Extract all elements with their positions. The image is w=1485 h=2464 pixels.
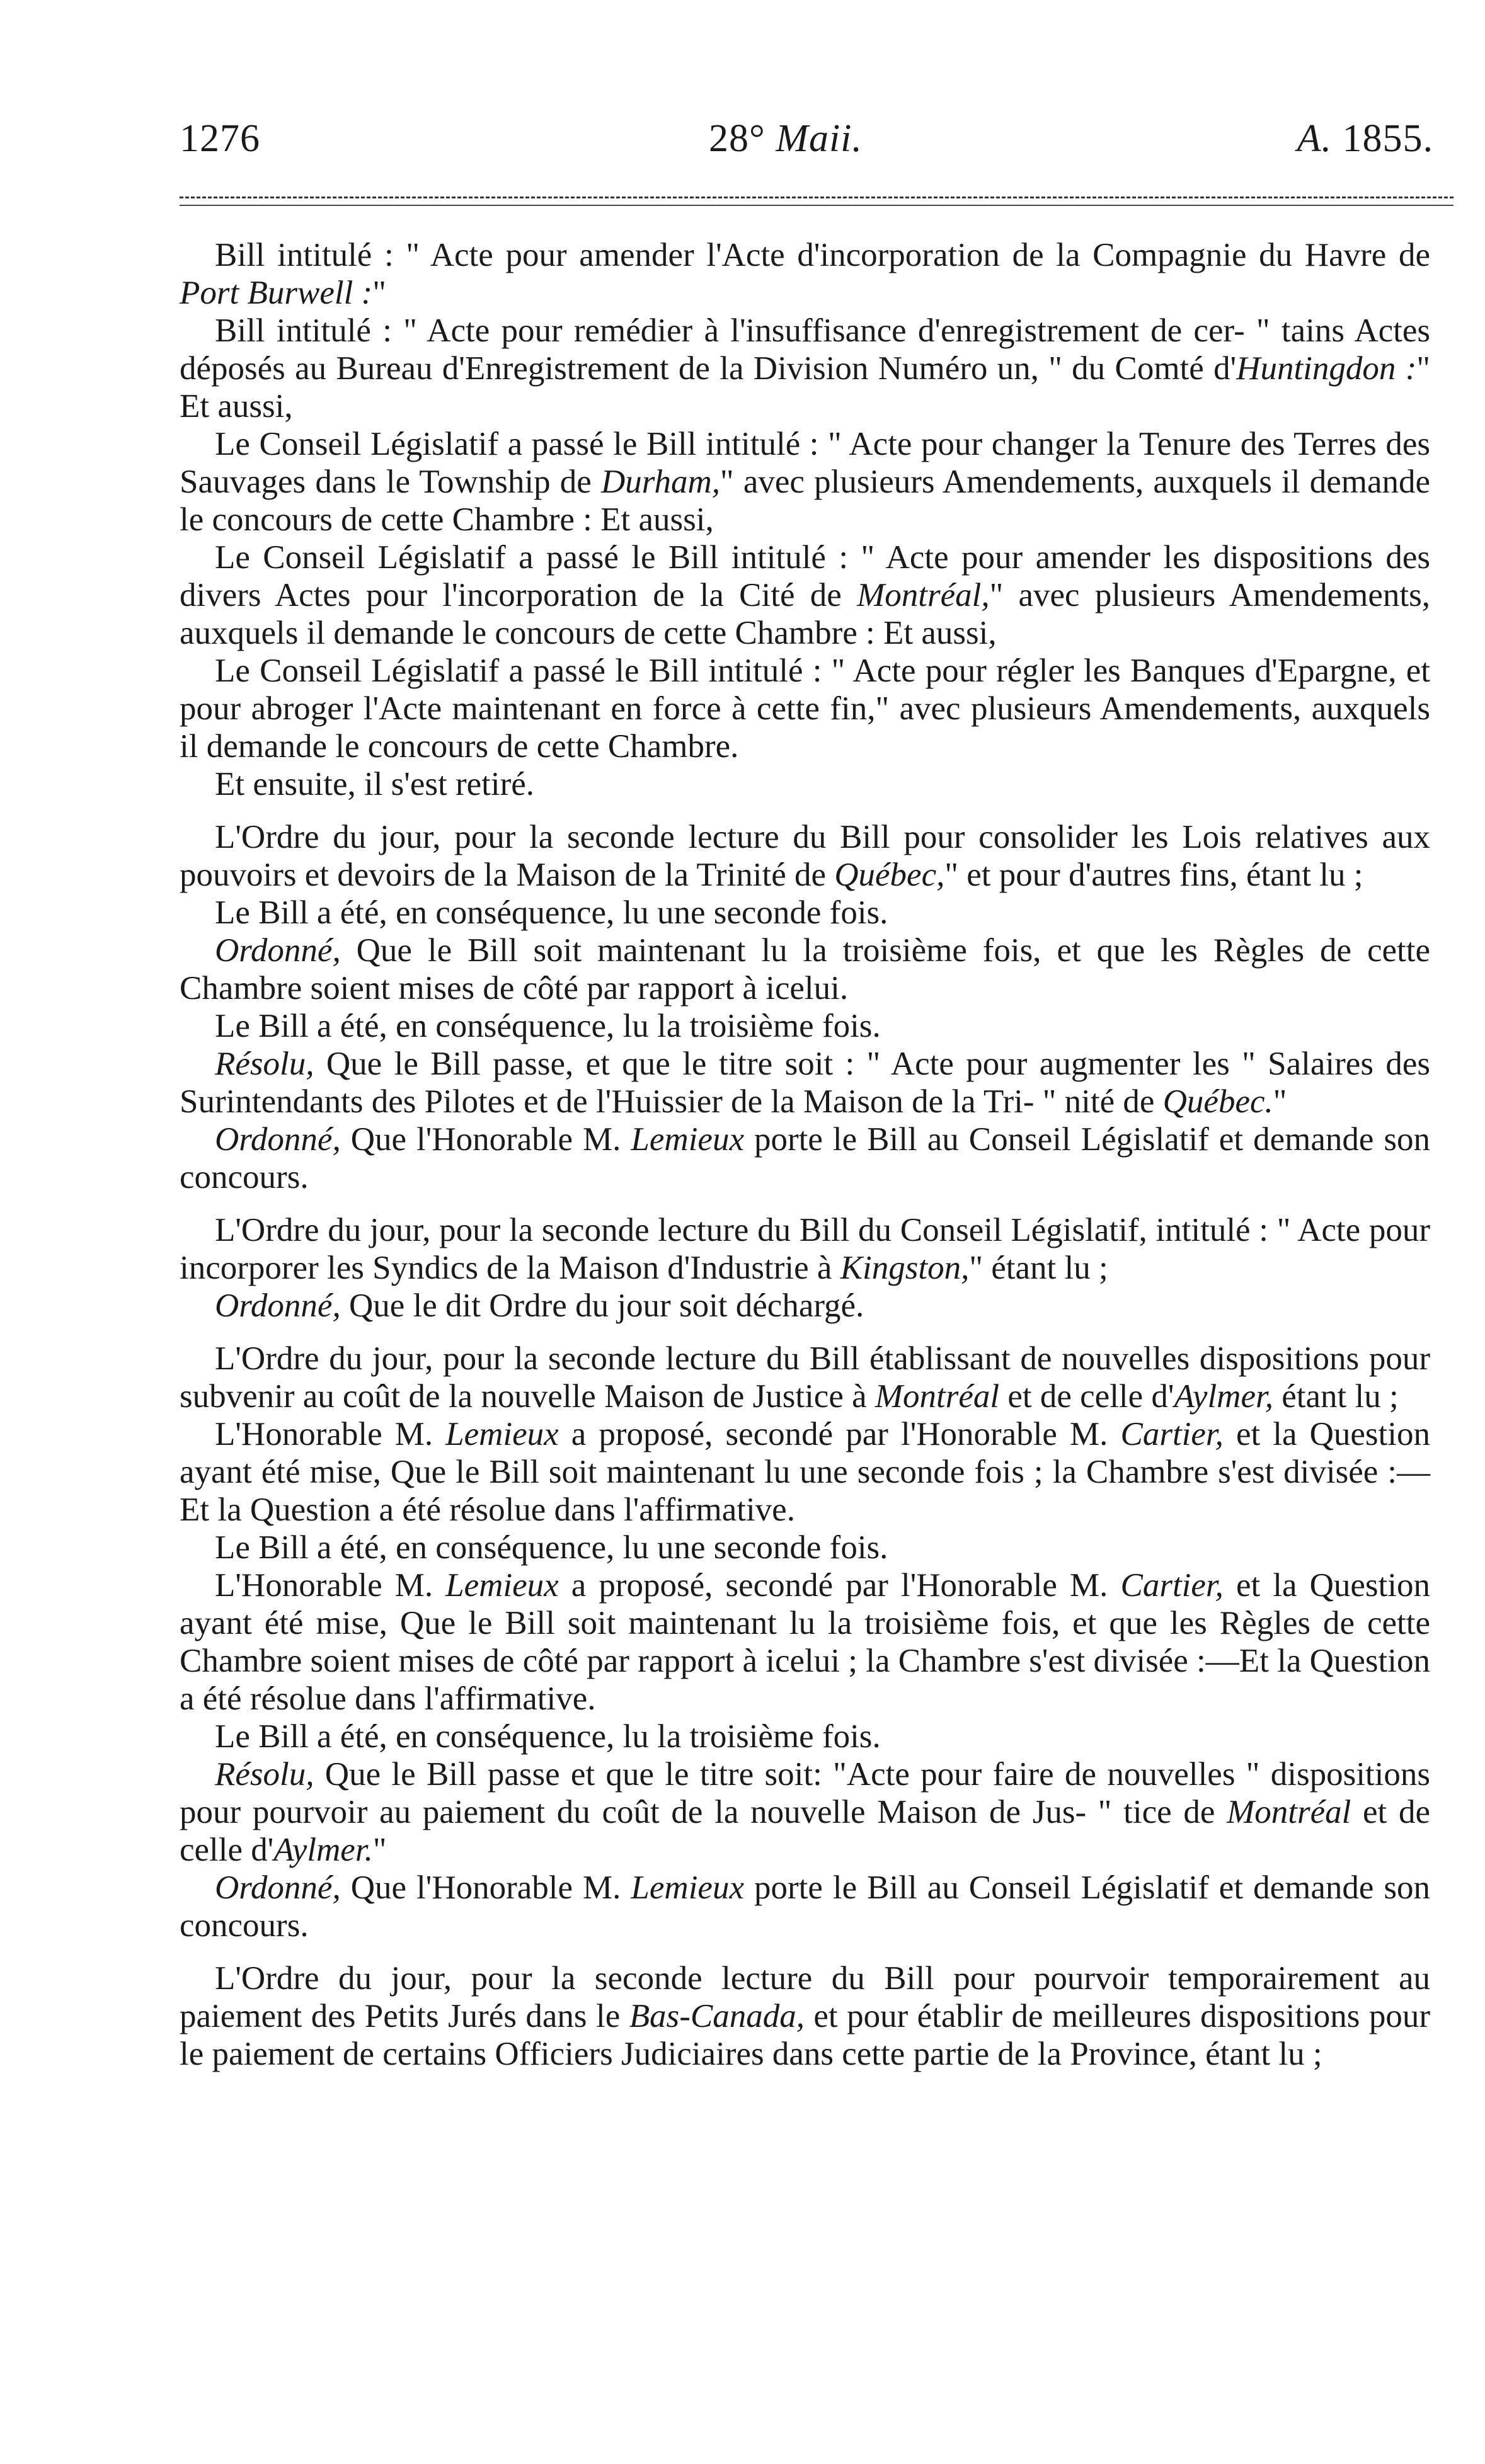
header-year [1297, 117, 1433, 161]
paragraph: Bill intitulé : " Acte pour amender l'Acte d'incorporation de la Compagnie du Havre de Port Burwell :" [180, 237, 1430, 311]
paragraph: Ordonné, Que le dit Ordre du jour soit déchargé. [215, 1287, 864, 1324]
page-header [180, 117, 1433, 173]
paragraph: L'Honorable M. Lemieux a proposé, secondé par l'Honorable M. Cartier, et la Question ayant été mise, Que le Bill soit maintenant lu une seconde fois ; la Chambre s'est divisée :—Et la Question a été résolue dans l'affirmative. [180, 1416, 1430, 1528]
paragraph: L'Ordre du jour, pour la seconde lecture du Bill du Conseil Législatif, intitulé : " Acte pour incorporer les Syndics de la Maison d'Industrie à Kingston," étant lu ; [180, 1212, 1430, 1286]
paragraph: Ordonné, Que l'Honorable M. Lemieux porte le Bill au Conseil Législatif et demande son concours. [180, 1121, 1430, 1195]
header-rule [180, 197, 1453, 206]
paragraph: Résolu, Que le Bill passe et que le titre soit: "Acte pour faire de nouvelles " dispositions pour pourvoir au paiement du coût de la nouvelle Maison de Jus- " tice de Montréal et de celle d'Aylmer." [180, 1756, 1431, 1868]
paragraph: Résolu, Que le Bill passe, et que le titre soit : " Acte pour augmenter les " Salaires des Surintendants des Pilotes et de l'Huissier de la Maison de la Tri- " nité de Québec." [180, 1046, 1430, 1120]
journal-body [180, 236, 1430, 2073]
header-year-value: 1855. [1342, 117, 1433, 160]
paragraph: L'Ordre du jour, pour la seconde lecture du Bill pour consolider les Lois relatives aux pouvoirs et devoirs de la Maison de la Trinité de Québec," et pour d'autres fins, étant lu ; [180, 819, 1430, 893]
paragraph: L'Ordre du jour, pour la seconde lecture du Bill établissant de nouvelles dispositions pour subvenir au coût de la nouvelle Maison de Justice à Montréal et de celle d'Aylmer, étant lu ; [180, 1340, 1430, 1415]
header-date [709, 117, 863, 161]
header-date-month: Maii. [776, 117, 863, 160]
paragraph: Le Bill a été, en conséquence, lu une seconde fois. [215, 1529, 888, 1566]
paragraph: Le Bill a été, en conséquence, lu la troisième fois. [215, 1008, 881, 1044]
paragraph: Et ensuite, il s'est retiré. [215, 766, 535, 802]
paragraph: Le Conseil Législatif a passé le Bill intitulé : " Acte pour amender les dispositions des divers Actes pour l'incorporation de la Cité de Montréal," avec plusieurs Amendements, auxquels il demande le concours de cette Chambre : Et aussi, [180, 539, 1430, 651]
paragraph: Bill intitulé : " Acte pour remédier à l'insuffisance d'enregistrement de cer- " tains Actes déposés au Bureau d'Enregistrement de la Division Numéro un, " du Comté d'Huntingdon :" Et aussi, [180, 312, 1430, 425]
paragraph: Le Bill a été, en conséquence, lu la troisième fois. [215, 1718, 881, 1755]
header-year-prefix: A. [1297, 117, 1332, 160]
paragraph: Ordonné, Que le Bill soit maintenant lu la troisième fois, et que les Règles de cette Chambre soient mises de côté par rapport à icelui. [180, 932, 1430, 1007]
page-number: 1276 [180, 117, 260, 160]
header-date-day: 28° [709, 117, 765, 160]
paragraph: Le Conseil Législatif a passé le Bill intitulé : " Acte pour régler les Banques d'Epargne, et pour abroger l'Acte maintenant en force à cette fin," avec plusieurs Amendements, auxquels il demande le concours de cette Chambre. [180, 653, 1430, 765]
paragraph: L'Honorable M. Lemieux a proposé, secondé par l'Honorable M. Cartier, et la Question ayant été mise, Que le Bill soit maintenant lu la troisième fois, et que les Règles de cette Chambre soient mises de côté par rapport à icelui ; la Chambre s'est divisée :—Et la Question a été résolue dans l'affirmative. [180, 1567, 1430, 1717]
paragraph: Ordonné, Que l'Honorable M. Lemieux porte le Bill au Conseil Législatif et demande son concours. [180, 1869, 1430, 1944]
paragraph: Le Conseil Législatif a passé le Bill intitulé : " Acte pour changer la Tenure des Terres des Sauvages dans le Township de Durham," avec plusieurs Amendements, auxquels il demande le concours de cette Chambre : Et aussi, [180, 426, 1431, 538]
paragraph: L'Ordre du jour, pour la seconde lecture du Bill pour pourvoir temporairement au paiement des Petits Jurés dans le Bas-Canada, et pour établir de meilleures dispositions pour le paiement de certains Officiers Judiciaires dans cette partie de la Province, étant lu ; [180, 1960, 1431, 2072]
paragraph: Le Bill a été, en conséquence, lu une seconde fois. [215, 894, 888, 931]
